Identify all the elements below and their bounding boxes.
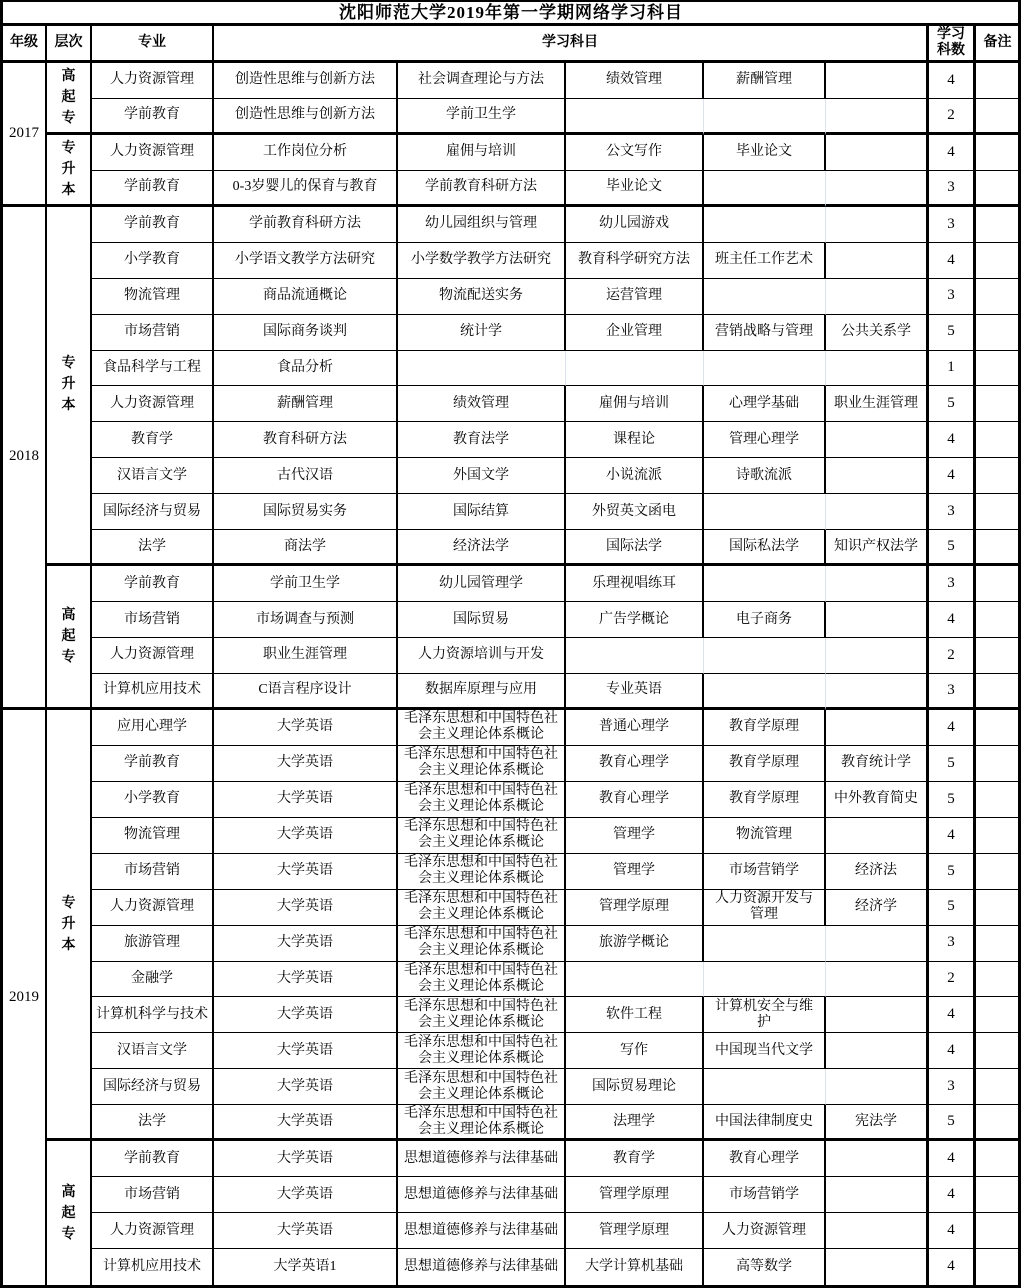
subject-cell: 古代汉语 <box>214 458 398 494</box>
subject-cell: 国际法学 <box>566 530 704 566</box>
empty-subject-cell <box>704 351 826 387</box>
subject-cell: 国际私法学 <box>704 530 826 566</box>
subject-cell: 管理心理学 <box>704 422 826 458</box>
subject-cell: 学前卫生学 <box>398 99 566 135</box>
empty-subject-cell <box>826 926 929 962</box>
subject-cell: 教育法学 <box>398 422 566 458</box>
empty-subject-cell <box>398 351 566 387</box>
major-cell: 法学 <box>92 1105 214 1141</box>
empty-subject-cell <box>704 99 826 135</box>
empty-subject-cell <box>704 494 826 530</box>
subject-cell: 幼儿园管理学 <box>398 566 566 602</box>
subject-cell: 食品分析 <box>214 351 398 387</box>
subject-cell: 公文写作 <box>566 135 704 171</box>
remark-cell <box>976 315 1019 351</box>
remark-cell <box>976 422 1019 458</box>
subject-cell: 旅游学概论 <box>566 926 704 962</box>
major-cell: 人力资源管理 <box>92 1213 214 1249</box>
major-cell: 汉语言文学 <box>92 1033 214 1069</box>
major-cell: 小学教育 <box>92 243 214 279</box>
subject-cell: 大学英语 <box>214 818 398 854</box>
subject-cell: 广告学概论 <box>566 602 704 638</box>
year-cell: 2019 <box>3 710 47 1285</box>
subject-cell: 0-3岁婴儿的保育与教育 <box>214 171 398 207</box>
empty-subject-cell <box>826 243 929 279</box>
major-cell: 学前教育 <box>92 566 214 602</box>
subject-cell: 国际贸易实务 <box>214 494 398 530</box>
subject-cell: 教育学原理 <box>704 746 826 782</box>
level-cell: 专升本 <box>47 135 92 207</box>
course-count-cell: 5 <box>929 386 976 422</box>
header-subjects: 学习科目 <box>214 26 929 63</box>
subject-cell: 中国现当代文学 <box>704 1033 826 1069</box>
subject-cell: 思想道德修养与法律基础 <box>398 1249 566 1285</box>
major-cell: 学前教育 <box>92 746 214 782</box>
subject-cell: 大学英语 <box>214 1141 398 1177</box>
course-count-cell: 3 <box>929 926 976 962</box>
course-count-cell: 5 <box>929 746 976 782</box>
empty-subject-cell <box>826 494 929 530</box>
level-cell: 专升本 <box>47 207 92 566</box>
major-cell: 市场营销 <box>92 315 214 351</box>
subject-cell: 教育学原理 <box>704 782 826 818</box>
course-count-cell: 5 <box>929 782 976 818</box>
subject-cell: 高等数学 <box>704 1249 826 1285</box>
empty-subject-cell <box>566 962 704 998</box>
course-count-cell: 3 <box>929 171 976 207</box>
subject-cell: 国际结算 <box>398 494 566 530</box>
subject-cell: 心理学基础 <box>704 386 826 422</box>
subject-cell: 管理学原理 <box>566 1213 704 1249</box>
subject-cell: 思想道德修养与法律基础 <box>398 1213 566 1249</box>
course-count-cell: 4 <box>929 458 976 494</box>
subject-cell: 市场调查与预测 <box>214 602 398 638</box>
major-cell: 计算机应用技术 <box>92 1249 214 1285</box>
subject-cell: 计算机安全与维护 <box>704 997 826 1033</box>
course-count-cell: 5 <box>929 530 976 566</box>
major-cell: 计算机科学与技术 <box>92 997 214 1033</box>
course-count-cell: 3 <box>929 1069 976 1105</box>
empty-subject-cell <box>826 1213 929 1249</box>
subject-cell: C语言程序设计 <box>214 674 398 710</box>
level-cell: 高起专 <box>47 63 92 135</box>
empty-subject-cell <box>826 458 929 494</box>
remark-cell <box>976 674 1019 710</box>
subject-cell: 大学英语 <box>214 997 398 1033</box>
subject-cell: 电子商务 <box>704 602 826 638</box>
subject-cell: 雇佣与培训 <box>566 386 704 422</box>
course-count-cell: 2 <box>929 638 976 674</box>
remark-cell <box>976 890 1019 926</box>
subject-cell: 毛泽东思想和中国特色社会主义理论体系概论 <box>398 926 566 962</box>
empty-subject-cell <box>566 99 704 135</box>
header-year: 年级 <box>3 26 47 63</box>
empty-subject-cell <box>826 1177 929 1213</box>
subject-cell: 知识产权法学 <box>826 530 929 566</box>
subject-cell: 数据库原理与应用 <box>398 674 566 710</box>
empty-subject-cell <box>826 171 929 207</box>
subject-cell: 外国文学 <box>398 458 566 494</box>
subject-cell: 教育学原理 <box>704 710 826 746</box>
remark-cell <box>976 1141 1019 1177</box>
subject-cell: 毛泽东思想和中国特色社会主义理论体系概论 <box>398 710 566 746</box>
header-remark: 备注 <box>976 26 1019 63</box>
major-cell: 汉语言文学 <box>92 458 214 494</box>
subject-cell: 毛泽东思想和中国特色社会主义理论体系概论 <box>398 997 566 1033</box>
major-cell: 物流管理 <box>92 818 214 854</box>
year-cell: 2017 <box>3 63 47 207</box>
course-count-cell: 3 <box>929 207 976 243</box>
subject-cell: 教育统计学 <box>826 746 929 782</box>
subject-cell: 大学英语1 <box>214 1249 398 1285</box>
course-count-cell: 4 <box>929 1213 976 1249</box>
subject-cell: 薪酬管理 <box>214 386 398 422</box>
remark-cell <box>976 1177 1019 1213</box>
subject-cell: 管理学 <box>566 854 704 890</box>
course-count-cell: 3 <box>929 674 976 710</box>
remark-cell <box>976 746 1019 782</box>
subject-cell: 雇佣与培训 <box>398 135 566 171</box>
major-cell: 市场营销 <box>92 854 214 890</box>
subject-cell: 宪法学 <box>826 1105 929 1141</box>
course-count-cell: 4 <box>929 135 976 171</box>
major-cell: 人力资源管理 <box>92 63 214 99</box>
subject-cell: 管理学 <box>566 818 704 854</box>
course-count-cell: 4 <box>929 1249 976 1285</box>
subject-cell: 管理学原理 <box>566 1177 704 1213</box>
major-cell: 学前教育 <box>92 1141 214 1177</box>
course-count-cell: 4 <box>929 1177 976 1213</box>
remark-cell <box>976 602 1019 638</box>
subject-cell: 国际商务谈判 <box>214 315 398 351</box>
empty-subject-cell <box>826 638 929 674</box>
course-count-cell: 3 <box>929 279 976 315</box>
empty-subject-cell <box>826 1249 929 1285</box>
remark-cell <box>976 279 1019 315</box>
major-cell: 旅游管理 <box>92 926 214 962</box>
subject-cell: 创造性思维与创新方法 <box>214 99 398 135</box>
subject-cell: 毕业论文 <box>566 171 704 207</box>
empty-subject-cell <box>704 638 826 674</box>
course-count-cell: 4 <box>929 997 976 1033</box>
subject-cell: 学前教育科研方法 <box>398 171 566 207</box>
subject-cell: 创造性思维与创新方法 <box>214 63 398 99</box>
major-cell: 人力资源管理 <box>92 135 214 171</box>
subject-cell: 学前教育科研方法 <box>214 207 398 243</box>
header-level: 层次 <box>47 26 92 63</box>
remark-cell <box>976 782 1019 818</box>
subject-cell: 国际贸易 <box>398 602 566 638</box>
empty-subject-cell <box>826 99 929 135</box>
remark-cell <box>976 1105 1019 1141</box>
course-count-cell: 5 <box>929 890 976 926</box>
empty-subject-cell <box>826 207 929 243</box>
subject-cell: 毛泽东思想和中国特色社会主义理论体系概论 <box>398 854 566 890</box>
remark-cell <box>976 710 1019 746</box>
subject-cell: 教育科学研究方法 <box>566 243 704 279</box>
level-cell: 高起专 <box>47 1141 92 1285</box>
remark-cell <box>976 63 1019 99</box>
subject-cell: 大学英语 <box>214 710 398 746</box>
empty-subject-cell <box>826 351 929 387</box>
empty-subject-cell <box>826 962 929 998</box>
header-major: 专业 <box>92 26 214 63</box>
empty-subject-cell <box>826 1069 929 1105</box>
empty-subject-cell <box>826 1033 929 1069</box>
remark-cell <box>976 458 1019 494</box>
major-cell: 市场营销 <box>92 602 214 638</box>
subject-cell: 法理学 <box>566 1105 704 1141</box>
subject-cell: 统计学 <box>398 315 566 351</box>
course-count-cell: 4 <box>929 422 976 458</box>
subject-cell: 毛泽东思想和中国特色社会主义理论体系概论 <box>398 962 566 998</box>
course-count-cell: 1 <box>929 351 976 387</box>
remark-cell <box>976 962 1019 998</box>
subject-cell: 幼儿园游戏 <box>566 207 704 243</box>
subject-cell: 国际贸易理论 <box>566 1069 704 1105</box>
subject-cell: 课程论 <box>566 422 704 458</box>
course-count-cell: 4 <box>929 1033 976 1069</box>
subject-cell: 经济学 <box>826 890 929 926</box>
subject-cell: 大学英语 <box>214 854 398 890</box>
course-count-cell: 4 <box>929 243 976 279</box>
major-cell: 国际经济与贸易 <box>92 1069 214 1105</box>
remark-cell <box>976 638 1019 674</box>
subject-cell: 大学英语 <box>214 1105 398 1141</box>
year-cell: 2018 <box>3 207 47 710</box>
subject-cell: 教育心理学 <box>566 782 704 818</box>
major-cell: 学前教育 <box>92 207 214 243</box>
empty-subject-cell <box>704 674 826 710</box>
remark-cell <box>976 171 1019 207</box>
subject-cell: 教育科研方法 <box>214 422 398 458</box>
major-cell: 人力资源管理 <box>92 890 214 926</box>
subject-cell: 学前卫生学 <box>214 566 398 602</box>
subject-cell: 绩效管理 <box>566 63 704 99</box>
course-count-cell: 5 <box>929 854 976 890</box>
major-cell: 学前教育 <box>92 99 214 135</box>
subject-cell: 商品流通概论 <box>214 279 398 315</box>
subject-cell: 营销战略与管理 <box>704 315 826 351</box>
course-count-cell: 2 <box>929 962 976 998</box>
subject-cell: 人力资源开发与管理 <box>704 890 826 926</box>
subject-cell: 小说流派 <box>566 458 704 494</box>
subject-cell: 小学数学教学方法研究 <box>398 243 566 279</box>
remark-cell <box>976 997 1019 1033</box>
course-count-cell: 4 <box>929 1141 976 1177</box>
subject-cell: 毛泽东思想和中国特色社会主义理论体系概论 <box>398 1033 566 1069</box>
course-count-cell: 3 <box>929 566 976 602</box>
subject-cell: 毛泽东思想和中国特色社会主义理论体系概论 <box>398 1069 566 1105</box>
empty-subject-cell <box>826 63 929 99</box>
major-cell: 教育学 <box>92 422 214 458</box>
empty-subject-cell <box>826 279 929 315</box>
course-count-cell: 5 <box>929 1105 976 1141</box>
subject-cell: 乐理视唱练耳 <box>566 566 704 602</box>
remark-cell <box>976 1249 1019 1285</box>
subject-cell: 毛泽东思想和中国特色社会主义理论体系概论 <box>398 818 566 854</box>
subject-cell: 毛泽东思想和中国特色社会主义理论体系概论 <box>398 782 566 818</box>
subject-cell: 绩效管理 <box>398 386 566 422</box>
subject-cell: 中外教育简史 <box>826 782 929 818</box>
subject-cell: 工作岗位分析 <box>214 135 398 171</box>
remark-cell <box>976 566 1019 602</box>
subject-cell: 社会调查理论与方法 <box>398 63 566 99</box>
subject-cell: 软件工程 <box>566 997 704 1033</box>
course-count-cell: 4 <box>929 710 976 746</box>
subject-cell: 教育学 <box>566 1141 704 1177</box>
subject-cell: 大学英语 <box>214 1213 398 1249</box>
level-cell: 专升本 <box>47 710 92 1141</box>
subject-cell: 大学英语 <box>214 926 398 962</box>
empty-subject-cell <box>566 638 704 674</box>
major-cell: 小学教育 <box>92 782 214 818</box>
subject-cell: 企业管理 <box>566 315 704 351</box>
subject-cell: 大学英语 <box>214 746 398 782</box>
subject-cell: 职业生涯管理 <box>826 386 929 422</box>
level-cell: 高起专 <box>47 566 92 710</box>
empty-subject-cell <box>826 674 929 710</box>
remark-cell <box>976 386 1019 422</box>
subject-cell: 写作 <box>566 1033 704 1069</box>
subject-cell: 物流配送实务 <box>398 279 566 315</box>
empty-subject-cell <box>704 926 826 962</box>
subject-cell: 教育心理学 <box>704 1141 826 1177</box>
empty-subject-cell <box>704 207 826 243</box>
subject-cell: 班主任工作艺术 <box>704 243 826 279</box>
major-cell: 计算机应用技术 <box>92 674 214 710</box>
subject-cell: 中国法律制度史 <box>704 1105 826 1141</box>
remark-cell <box>976 351 1019 387</box>
course-count-cell: 2 <box>929 99 976 135</box>
remark-cell <box>976 494 1019 530</box>
course-count-cell: 3 <box>929 494 976 530</box>
empty-subject-cell <box>826 1141 929 1177</box>
course-count-cell: 4 <box>929 63 976 99</box>
empty-subject-cell <box>704 566 826 602</box>
subject-cell: 思想道德修养与法律基础 <box>398 1141 566 1177</box>
page-title: 沈阳师范大学2019年第一学期网络学习科目 <box>3 2 1019 26</box>
subject-cell: 毛泽东思想和中国特色社会主义理论体系概论 <box>398 890 566 926</box>
empty-subject-cell <box>826 997 929 1033</box>
empty-subject-cell <box>566 351 704 387</box>
subject-cell: 毛泽东思想和中国特色社会主义理论体系概论 <box>398 1105 566 1141</box>
subject-cell: 大学英语 <box>214 890 398 926</box>
subject-cell: 普通心理学 <box>566 710 704 746</box>
remark-cell <box>976 530 1019 566</box>
course-count-cell: 5 <box>929 315 976 351</box>
subject-cell: 教育心理学 <box>566 746 704 782</box>
header-course-count: 学习科数 <box>929 26 976 63</box>
subject-cell: 小学语文教学方法研究 <box>214 243 398 279</box>
remark-cell <box>976 135 1019 171</box>
subject-cell: 毛泽东思想和中国特色社会主义理论体系概论 <box>398 746 566 782</box>
empty-subject-cell <box>704 962 826 998</box>
major-cell: 法学 <box>92 530 214 566</box>
subject-cell: 外贸英文函电 <box>566 494 704 530</box>
subject-cell: 毕业论文 <box>704 135 826 171</box>
empty-subject-cell <box>826 818 929 854</box>
major-cell: 市场营销 <box>92 1177 214 1213</box>
subject-cell: 大学计算机基础 <box>566 1249 704 1285</box>
subject-cell: 思想道德修养与法律基础 <box>398 1177 566 1213</box>
remark-cell <box>976 926 1019 962</box>
subject-cell: 经济法 <box>826 854 929 890</box>
subject-cell: 大学英语 <box>214 1033 398 1069</box>
major-cell: 人力资源管理 <box>92 638 214 674</box>
remark-cell <box>976 854 1019 890</box>
subject-cell: 经济法学 <box>398 530 566 566</box>
remark-cell <box>976 1033 1019 1069</box>
subject-cell: 职业生涯管理 <box>214 638 398 674</box>
subject-cell: 运营管理 <box>566 279 704 315</box>
empty-subject-cell <box>704 1069 826 1105</box>
major-cell: 学前教育 <box>92 171 214 207</box>
subject-cell: 市场营销学 <box>704 1177 826 1213</box>
remark-cell <box>976 1213 1019 1249</box>
major-cell: 应用心理学 <box>92 710 214 746</box>
subject-cell: 物流管理 <box>704 818 826 854</box>
subject-cell: 商法学 <box>214 530 398 566</box>
empty-subject-cell <box>826 566 929 602</box>
subject-cell: 大学英语 <box>214 1069 398 1105</box>
subject-cell: 幼儿园组织与管理 <box>398 207 566 243</box>
major-cell: 国际经济与贸易 <box>92 494 214 530</box>
empty-subject-cell <box>704 279 826 315</box>
subject-cell: 薪酬管理 <box>704 63 826 99</box>
empty-subject-cell <box>826 710 929 746</box>
subject-cell: 诗歌流派 <box>704 458 826 494</box>
empty-subject-cell <box>826 602 929 638</box>
course-count-cell: 4 <box>929 602 976 638</box>
subject-cell: 专业英语 <box>566 674 704 710</box>
remark-cell <box>976 207 1019 243</box>
subject-cell: 人力资源管理 <box>704 1213 826 1249</box>
subject-cell: 大学英语 <box>214 1177 398 1213</box>
remark-cell <box>976 1069 1019 1105</box>
major-cell: 人力资源管理 <box>92 386 214 422</box>
empty-subject-cell <box>826 422 929 458</box>
major-cell: 物流管理 <box>92 279 214 315</box>
major-cell: 金融学 <box>92 962 214 998</box>
subject-cell: 大学英语 <box>214 782 398 818</box>
major-cell: 食品科学与工程 <box>92 351 214 387</box>
remark-cell <box>976 818 1019 854</box>
empty-subject-cell <box>826 135 929 171</box>
subject-cell: 市场营销学 <box>704 854 826 890</box>
remark-cell <box>976 99 1019 135</box>
subject-cell: 大学英语 <box>214 962 398 998</box>
empty-subject-cell <box>704 171 826 207</box>
course-count-cell: 4 <box>929 818 976 854</box>
subject-cell: 管理学原理 <box>566 890 704 926</box>
subject-cell: 公共关系学 <box>826 315 929 351</box>
subject-cell: 人力资源培训与开发 <box>398 638 566 674</box>
remark-cell <box>976 243 1019 279</box>
